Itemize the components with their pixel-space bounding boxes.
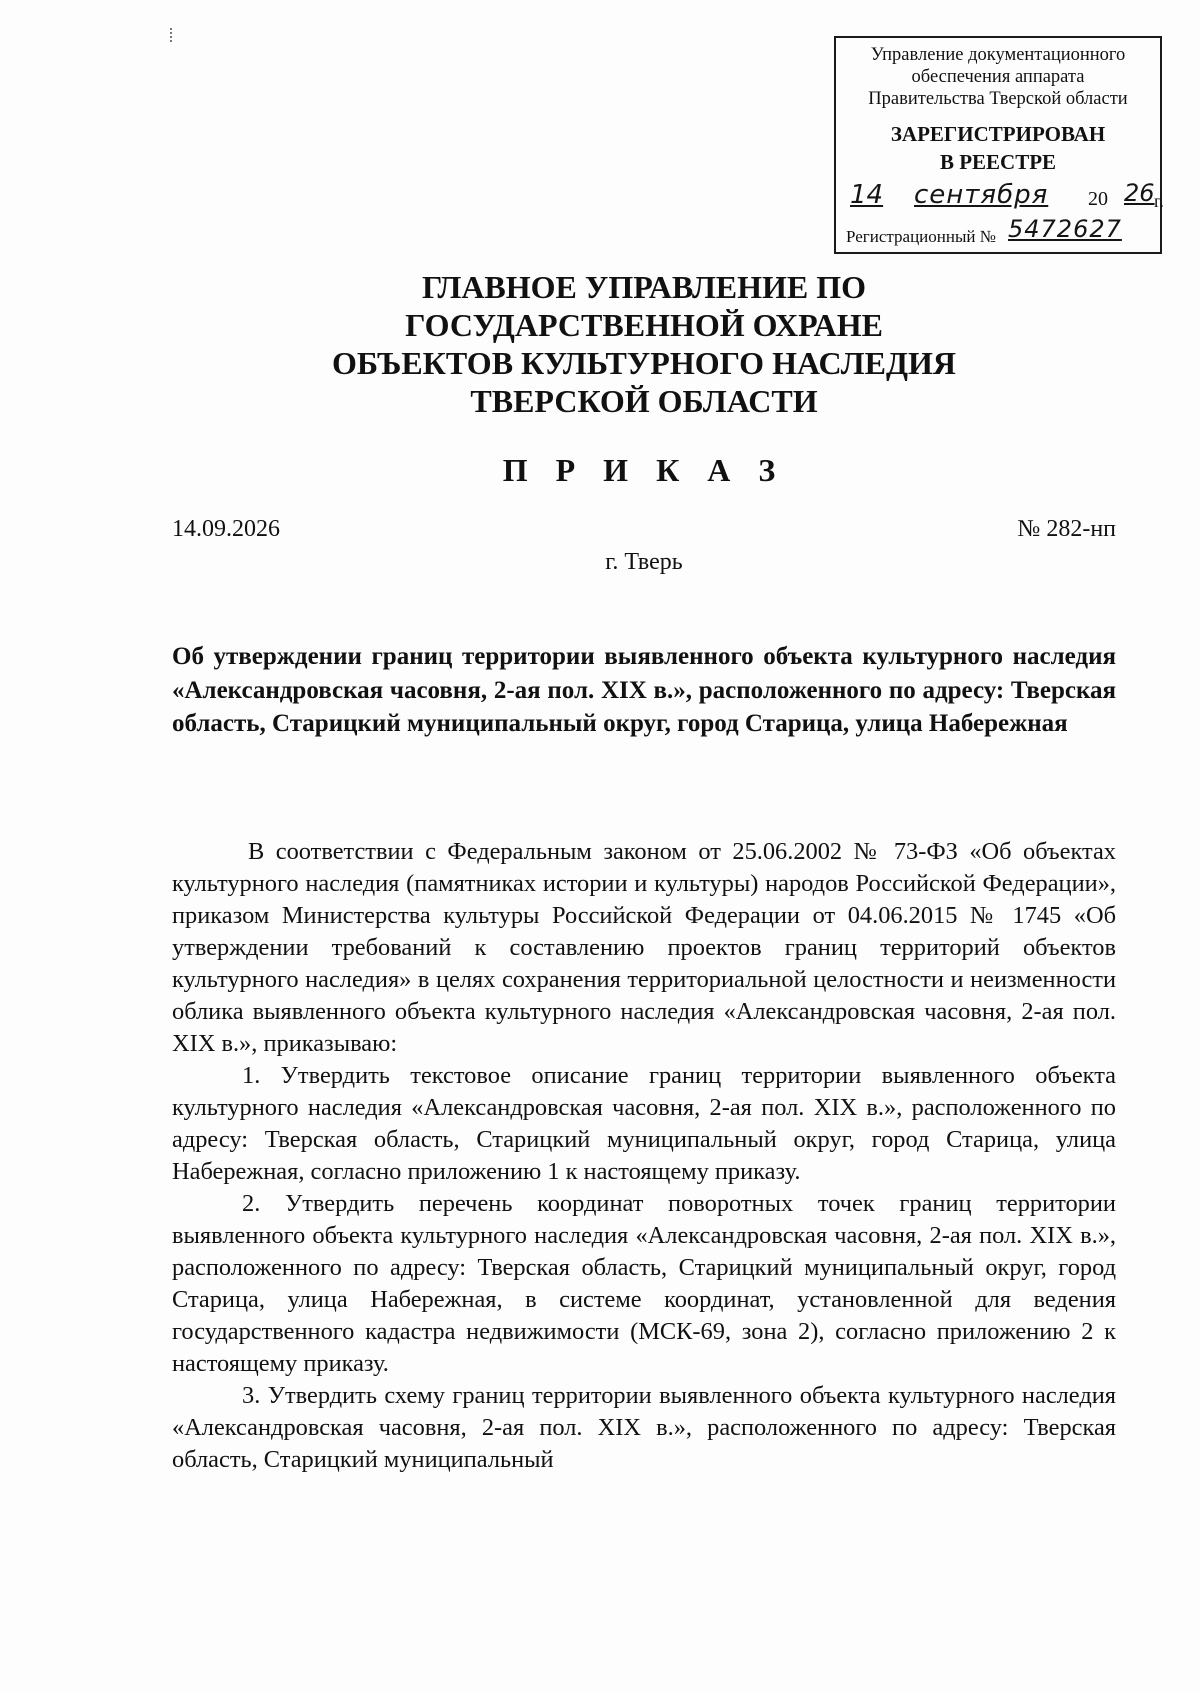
order-item-2: 2. Утвердить перечень координат поворотных точек границ территории выявленного объекта культурного наследия «Александровская часовня, 2-ая пол. XIX в.», расположенного по адресу: Тверская область, Старицкий муниципальный округ, город Старица, улица Набережная, в системе координат, установленной для ведения государственного кадастра недвижимости (МСК-69, зона 2), согласно приложению 2 к настоящему приказу. [172,1190,1116,1377]
stamp-line-3: Правительства Тверской области [868,89,1128,109]
order-item-1: 1. Утвердить текстовое описание границ территории выявленного объекта культурного наследия «Александровская часовня, 2-ая пол. XIX в.», расположенного по адресу: Тверская область, Старицкий муниципальный округ, город Старица, улица Набережная, согласно приложению 1 к настоящему приказу. [172,1062,1116,1185]
stamp-year-prefix: 20 [1088,188,1108,210]
registration-stamp [834,36,1162,254]
stamp-number-row [846,215,1152,252]
agency-line-3: ОБЪЕКТОВ КУЛЬТУРНОГО НАСЛЕДИЯ [332,345,956,381]
stamp-year-suffix: 26 [1124,179,1155,207]
preamble-paragraph: В соответствии с Федеральным законом от 25.06.2002 № 73-ФЗ «Об объектах культурного наследия (памятниках истории и культуры) народов Российской Федерации», приказом Министерства культуры Российской Федерации от 04.06.2015 № 1745 «Об утверждении требований к составлению проектов границ территорий объектов культурного наследия» в целях сохранения территориальной целостности и неизменности облика выявленного объекта культурного наследия «Александровская часовня, 2-ая пол. XIX в.», приказываю: [172,838,1116,1057]
stamp-line-1: Управление документационного [870,45,1126,65]
stamp-line-2: обеспечения аппарата [911,67,1085,87]
document-city: г. Тверь [605,549,683,575]
document-body [172,836,1116,1476]
stamp-date-row [846,179,1164,218]
stamp-reg-number: 5472627 [1008,215,1122,243]
stamp-registered-1: ЗАРЕГИСТРИРОВАН [890,122,1106,146]
stamp-month: сентября [914,180,1049,210]
agency-line-4: ТВЕРСКОЙ ОБЛАСТИ [470,383,818,419]
agency-line-2: ГОСУДАРСТВЕННОЙ ОХРАНЕ [405,307,883,343]
stamp-day: 14 [850,180,884,210]
stamp-registered-2: В РЕЕСТРЕ [939,150,1057,174]
stamp-year-letter: г. [1154,191,1164,211]
document-type: П Р И К А З [502,452,786,488]
stamp-reg-label: Регистрационный № [846,227,996,246]
document-number: № 282-нп [1017,516,1116,542]
document-subject: Об утверждении границ территории выявленного объекта культурного наследия «Александровская часовня, 2-ая пол. XIX в.», расположенного по адресу: Тверская область, Старицкий муниципальный округ, город Старица, улица Набережная [172,643,1116,737]
agency-line-1: ГЛАВНОЕ УПРАВЛЕНИЕ ПО [421,269,867,305]
agency-heading [0,268,1200,420]
document-date: 14.09.2026 [172,516,280,542]
scan-mark [170,28,176,42]
order-item-3: 3. Утвердить схему границ территории выявленного объекта культурного наследия «Александровская часовня, 2-ая пол. XIX в.», расположенного по адресу: Тверская область, Старицкий муниципальный [172,1382,1116,1473]
